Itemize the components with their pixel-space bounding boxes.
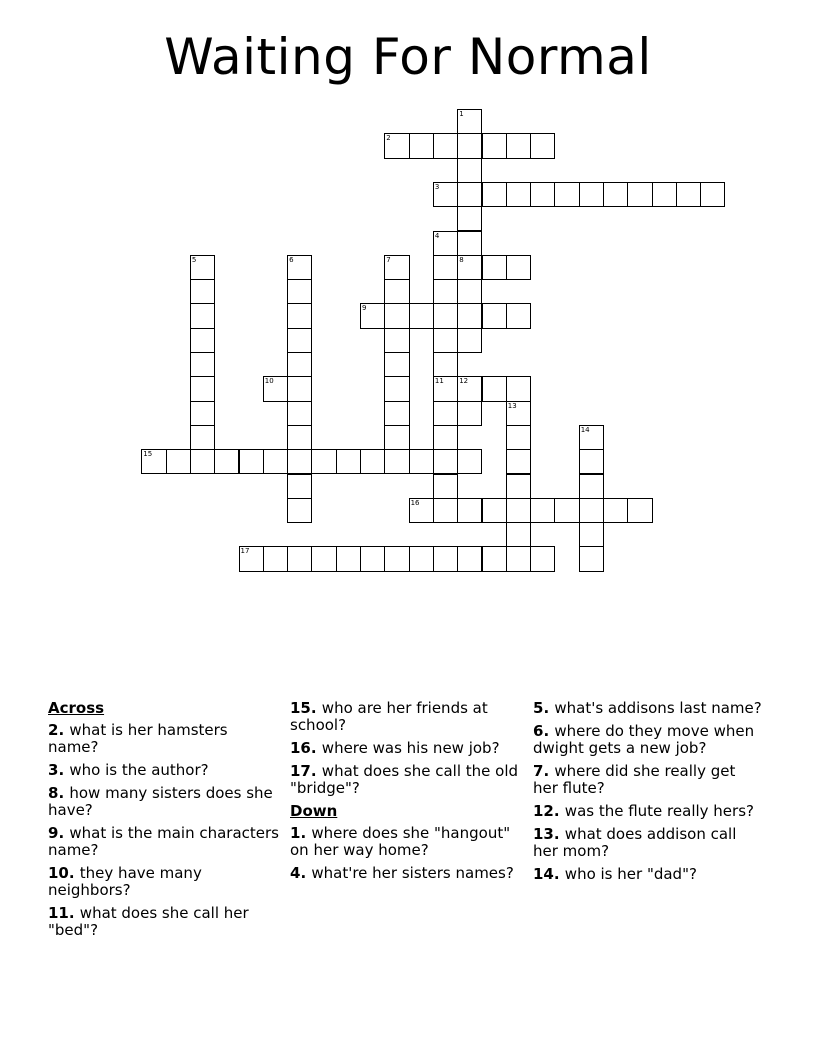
cell-number: 3 [434, 182, 440, 191]
clue-down-1: 1. where does she "hangout" on her way home? [290, 824, 511, 859]
grid-cell[interactable] [263, 376, 288, 401]
grid-cell[interactable] [579, 498, 604, 523]
cell-number: 11 [434, 377, 444, 386]
grid-cell[interactable] [190, 352, 215, 377]
grid-cell[interactable] [457, 328, 482, 353]
clue-across-2: 2. what is her hamsters name? [48, 721, 228, 756]
grid-cell[interactable] [287, 352, 312, 377]
grid-cell[interactable] [433, 425, 458, 450]
grid-cell[interactable] [433, 498, 458, 523]
grid-cell[interactable] [433, 279, 458, 304]
grid-cell[interactable] [506, 255, 531, 280]
grid-cell[interactable] [384, 425, 409, 450]
grid-cell[interactable] [457, 449, 482, 474]
grid-cell[interactable] [287, 328, 312, 353]
grid-cell[interactable] [287, 376, 312, 401]
grid-cell[interactable] [457, 303, 482, 328]
grid-cell[interactable] [409, 498, 434, 523]
grid-cell[interactable] [384, 255, 409, 280]
grid-cell[interactable] [554, 182, 579, 207]
grid-cell[interactable] [530, 133, 555, 158]
grid-cell[interactable] [287, 303, 312, 328]
clue-across-16: 16. where was his new job? [290, 739, 500, 757]
cell-number: 16 [410, 498, 420, 507]
grid-cell[interactable] [482, 303, 507, 328]
grid-cell[interactable] [166, 449, 191, 474]
grid-cell[interactable] [457, 401, 482, 426]
grid-cell[interactable] [457, 231, 482, 256]
grid-cell[interactable] [384, 352, 409, 377]
clues-column-2 [290, 700, 522, 888]
grid-cell[interactable] [506, 474, 531, 499]
grid-cell[interactable] [506, 133, 531, 158]
grid-cell[interactable] [433, 303, 458, 328]
grid-cell[interactable] [190, 303, 215, 328]
grid-cell[interactable] [384, 303, 409, 328]
grid-cell[interactable] [409, 133, 434, 158]
grid-cell[interactable] [384, 328, 409, 353]
clue-down-7: 7. where did she really get her flute? [533, 762, 736, 797]
grid-cell[interactable] [384, 449, 409, 474]
grid-cell[interactable] [336, 449, 361, 474]
grid-cell[interactable] [287, 449, 312, 474]
grid-cell[interactable] [311, 449, 336, 474]
cell-number: 14 [580, 425, 590, 434]
grid-cell[interactable] [627, 498, 652, 523]
grid-cell[interactable] [433, 255, 458, 280]
grid-cell[interactable] [506, 522, 531, 547]
grid-cell[interactable] [579, 449, 604, 474]
grid-cell[interactable] [482, 133, 507, 158]
grid-cell[interactable] [409, 449, 434, 474]
grid-cell[interactable] [214, 449, 239, 474]
grid-cell[interactable] [579, 182, 604, 207]
grid-cell[interactable] [457, 158, 482, 183]
cell-number: 2 [386, 134, 391, 143]
grid-cell[interactable] [579, 546, 604, 571]
grid-cell[interactable] [506, 182, 531, 207]
grid-cell[interactable] [457, 546, 482, 571]
grid-cell[interactable] [287, 401, 312, 426]
grid-cell[interactable] [457, 279, 482, 304]
down-heading: Down [290, 802, 338, 820]
clue-down-6: 6. where do they move when dwight gets a new job? [533, 722, 755, 757]
clue-across-15: 15. who are her friends at school? [290, 699, 488, 734]
grid-cell[interactable] [457, 182, 482, 207]
grid-cell[interactable] [530, 182, 555, 207]
grid-cell[interactable] [579, 474, 604, 499]
grid-cell[interactable] [433, 449, 458, 474]
grid-cell[interactable] [482, 255, 507, 280]
grid-cell[interactable] [554, 498, 579, 523]
grid-cell[interactable] [482, 182, 507, 207]
grid-cell[interactable] [239, 546, 264, 571]
grid-cell[interactable] [482, 498, 507, 523]
grid-cell[interactable] [530, 498, 555, 523]
grid-cell[interactable] [190, 449, 215, 474]
clue-across-11: 11. what does she call her "bed"? [48, 904, 249, 939]
grid-cell[interactable] [433, 401, 458, 426]
grid-cell[interactable] [384, 376, 409, 401]
grid-cell[interactable] [506, 376, 531, 401]
grid-cell[interactable] [336, 546, 361, 571]
grid-cell[interactable] [190, 279, 215, 304]
grid-cell[interactable] [239, 449, 264, 474]
puzzle-title: Waiting For Normal [164, 28, 652, 86]
grid-cell[interactable] [457, 133, 482, 158]
cell-number: 6 [289, 255, 294, 264]
cell-number: 4 [434, 231, 440, 240]
grid-cell[interactable] [384, 133, 409, 158]
clue-down-14: 14. who is her "dad"? [533, 865, 697, 883]
cell-number: 12 [459, 377, 469, 386]
grid-cell[interactable] [409, 546, 434, 571]
grid-cell[interactable] [190, 401, 215, 426]
grid-cell[interactable] [603, 498, 628, 523]
grid-cell[interactable] [482, 546, 507, 571]
grid-cell[interactable] [627, 182, 652, 207]
cell-number: 13 [507, 401, 517, 410]
cell-number: 17 [240, 547, 250, 556]
grid-cell[interactable] [530, 546, 555, 571]
grid-cell[interactable] [433, 182, 458, 207]
grid-cell[interactable] [409, 303, 434, 328]
grid-cell[interactable] [433, 474, 458, 499]
clue-down-5: 5. what's addisons last name? [533, 699, 762, 717]
clue-down-13: 13. what does addison call her mom? [533, 825, 737, 860]
cell-number: 9 [362, 304, 367, 313]
clue-across-17: 17. what does she call the old "bridge"? [290, 762, 519, 797]
cell-number: 1 [459, 110, 464, 118]
clue-down-12: 12. was the flute really hers? [533, 802, 754, 820]
grid-cell[interactable] [700, 182, 725, 207]
grid-cell[interactable] [360, 449, 385, 474]
grid-cell[interactable] [311, 546, 336, 571]
grid-cell[interactable] [433, 546, 458, 571]
clue-across-8: 8. how many sisters does she have? [48, 784, 273, 819]
grid-cell[interactable] [433, 231, 458, 256]
grid-cell[interactable] [190, 376, 215, 401]
grid-cell[interactable] [190, 255, 215, 280]
grid-cell[interactable] [360, 303, 385, 328]
grid-cell[interactable] [190, 328, 215, 353]
cell-number: 7 [386, 255, 391, 264]
clues-column-1 [48, 700, 280, 945]
cell-number: 15 [143, 450, 153, 459]
grid-cell[interactable] [433, 133, 458, 158]
across-heading: Across [48, 699, 105, 717]
grid-cell[interactable] [433, 352, 458, 377]
grid-cell[interactable] [579, 425, 604, 450]
grid-cell[interactable] [457, 206, 482, 231]
grid-cell[interactable] [506, 303, 531, 328]
grid-cell[interactable] [190, 425, 215, 450]
grid-cell[interactable] [263, 546, 288, 571]
grid-cell[interactable] [506, 425, 531, 450]
grid-cell[interactable] [141, 449, 166, 474]
grid-cell[interactable] [360, 546, 385, 571]
grid-cell[interactable] [287, 425, 312, 450]
grid-cell[interactable] [603, 182, 628, 207]
grid-cell[interactable] [482, 376, 507, 401]
grid-cell[interactable] [384, 279, 409, 304]
grid-cell[interactable] [652, 182, 677, 207]
grid-cell[interactable] [287, 498, 312, 523]
cell-number: 8 [459, 255, 464, 264]
clue-down-4: 4. what're her sisters names? [290, 864, 514, 882]
grid-cell[interactable] [457, 498, 482, 523]
clues-column-3 [533, 700, 765, 889]
grid-cell[interactable] [579, 522, 604, 547]
grid-cell[interactable] [384, 546, 409, 571]
grid-cell[interactable] [263, 449, 288, 474]
clue-across-10: 10. they have many neighbors? [48, 864, 202, 899]
cell-number: 5 [191, 255, 197, 264]
grid-cell[interactable] [433, 328, 458, 353]
clue-across-3: 3. who is the author? [48, 761, 209, 779]
grid-cell[interactable] [433, 376, 458, 401]
grid-cell[interactable] [457, 255, 482, 280]
grid-cell[interactable] [457, 109, 482, 134]
grid-cell[interactable] [506, 546, 531, 571]
grid-cell[interactable] [457, 376, 482, 401]
grid-cell[interactable] [287, 255, 312, 280]
grid-cell[interactable] [676, 182, 701, 207]
grid-cell[interactable] [506, 498, 531, 523]
clue-across-9: 9. what is the main characters name? [48, 824, 280, 859]
grid-cell[interactable] [384, 401, 409, 426]
cell-number: 10 [264, 377, 274, 386]
grid-cell[interactable] [287, 474, 312, 499]
grid-cell[interactable] [287, 279, 312, 304]
grid-cell[interactable] [287, 546, 312, 571]
grid-cell[interactable] [506, 449, 531, 474]
grid-cell[interactable] [506, 401, 531, 426]
